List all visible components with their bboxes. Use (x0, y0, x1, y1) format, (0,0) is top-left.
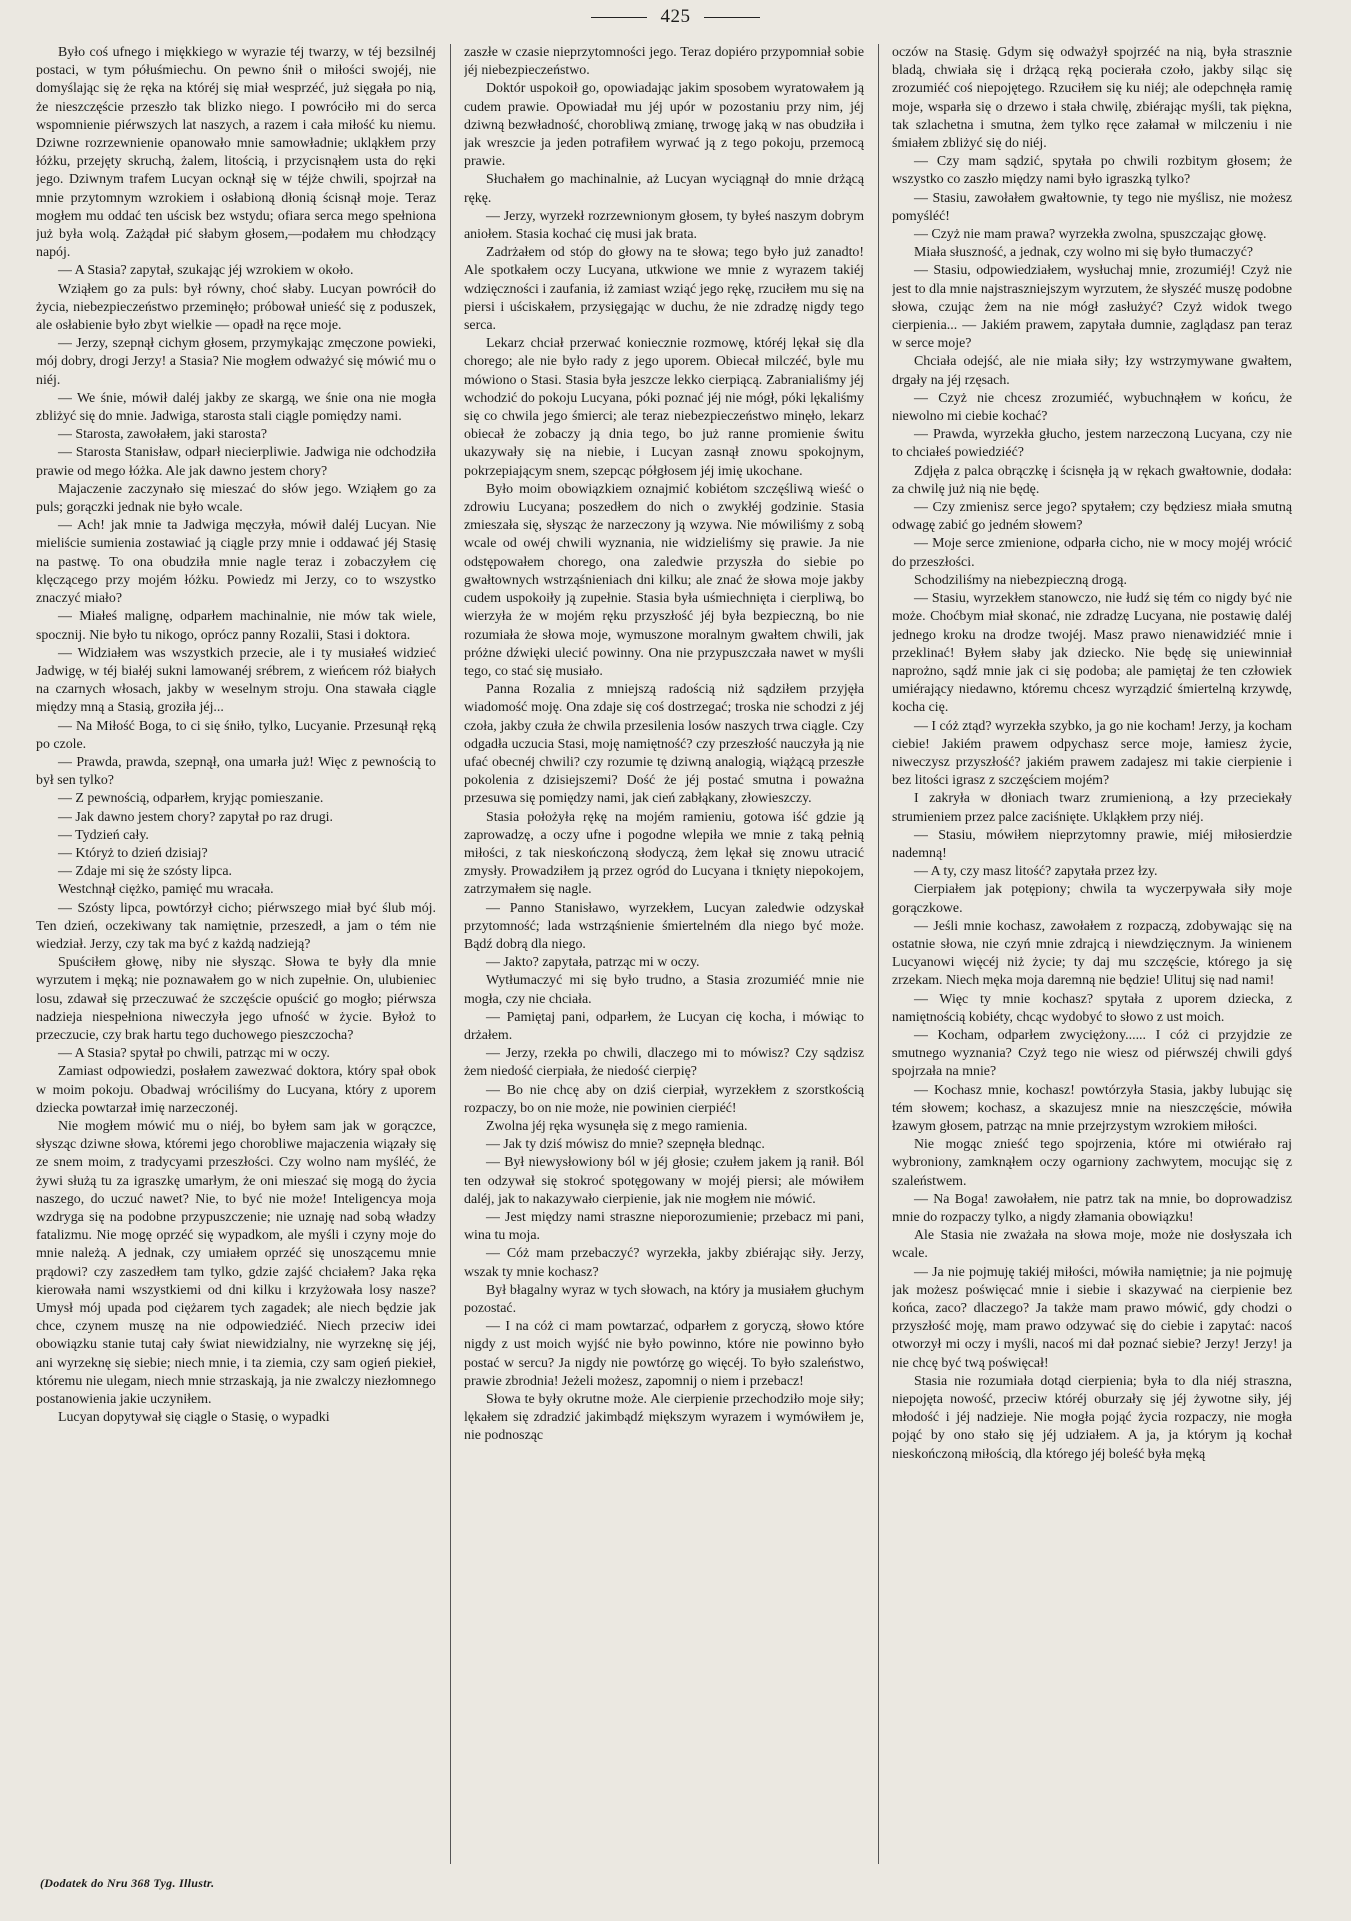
text-columns (36, 44, 1322, 1864)
paragraph: — Szósty lipca, powtórzył cicho; piérwszego miał być ślub mój. Ten dzień, oczekiwany tak namiętnie, przeszedł, a jam o tém nie wiedział. Jerzy, czy tak ma być z każdą nadzieją? (36, 900, 436, 952)
paragraph: Chciała odejść, ale nie miała siły; łzy wstrzymywane gwałtem, drgały na jéj rzęsach. (892, 354, 1292, 388)
paragraph: — Kochasz mnie, kochasz! powtórzyła Stasia, jakby lubując się tém słowem; kochasz, a skazujesz mnie na nieszczęście, mówiła łzawym głosem, patrząc na mnie przejrzystym wzrokiem miłości. (892, 1082, 1292, 1134)
paragraph: Zadrżałem od stóp do głowy na te słowa; tego było już zanadto! Ale spotkałem oczy Lucyana, utkwione we mnie z wyrazem takiéj wdzięczności i zaufania, iż zamiast wziąć jego rękę, rzuciłem mu się na piersi i uściskałem, przysięgając w duchu, że nie zdradzę nigdy tego serca. (464, 245, 864, 334)
paragraph: — Jak ty dziś mówisz do mnie? szepnęła blednąc. (486, 1137, 765, 1153)
paragraph: Ale Stasia nie zważała na słowa moje, może nie dosłyszała ich wcale. (892, 1228, 1292, 1262)
paragraph: Było moim obowiązkiem oznajmić kobiétom szczęśliwą wieść o zdrowiu Lucyana; poszedłem do nich o zwykłéj godzinie. Stasia zmieszała się, słysząc że narzeczony ją wzywa. Nie mówiliśmy z sobą wcale od owéj chwili wyznania, nie widzieliśmy się prawie. Ja nie odstępowałem chorego, ona zaledwie przyszła do siebie po gwałtownych wstrząśnieniach dni kilku; ale znać że słowa moje jakby cudem uspokoiły ją zupełnie. Stasia była uśmiechnięta i cierpliwą, bo wierzyła że w mojém ręku przyszłość jéj była bezpieczną, bo nie rozumiała że słowa moje, wymuszone moralnym gwałtem chwili, jak próżne dźwięki ulecić powinny. Ona nie przypuszczała nawet w myśli tego, co stać się musiało. (464, 481, 864, 679)
paragraph: Schodziliśmy na niebezpieczną drogą. (914, 572, 1127, 588)
paragraph: Nie mogąc znieść tego spojrzenia, które mi otwiérało raj wybroniony, zamknąłem oczy ogarniony zachwytem, mocując się z szaleństwem. (892, 1137, 1292, 1189)
paragraph: Słuchałem go machinalnie, aż Lucyan wyciągnął do mnie drżącą rękę. (464, 172, 864, 206)
footer-note: (Dodatek do Nru 368 Tyg. Illustr. (40, 1876, 215, 1890)
paragraph: — Stasiu, odpowiedziałem, wysłuchaj mnie, zrozumiéj! Czyż nie jest to dla mnie najstraszniejszym wyrzutem, że słyszéć muszę podobne słowa, czując żem na nie mógł zasłużyć? Czyż widok twego cierpienia... — Jakiém prawem, zapytała dumnie, zaglądasz pan teraz w serce moje? (892, 263, 1292, 352)
header-rule-left (591, 17, 647, 18)
paragraph: Miała słuszność, a jednak, czy wolno mi się było tłumaczyć? (914, 245, 1254, 261)
paragraph: Majaczenie zaczynało się mieszać do słów jego. Wziąłem go za puls; gorączki jednak nie było wcale. (36, 481, 436, 516)
paragraph: Słowa te były okrutne może. Ale cierpienie przechodziło moje siły; lękałem się zdradzić jakimbądź miększym wyrazem i wymówiłem je, nie podnosząc (464, 1392, 864, 1444)
paragraph: — Stasiu, zawołałem gwałtownie, ty tego nie myślisz, nie możesz pomyśléć! (892, 190, 1292, 224)
paragraph: — Prawda, wyrzekła głucho, jestem narzeczoną Lucyana, czy nie to chciałeś powiedziéć? (892, 427, 1292, 461)
paragraph: — A Stasia? zapytał, szukając jéj wzrokiem w około. (58, 263, 354, 279)
page-number: 425 (660, 6, 691, 27)
paragraph: — Cóż mam przebaczyć? wyrzekła, jakby zbiérając siły. Jerzy, wszak ty mnie kochasz? (464, 1246, 864, 1280)
paragraph: Lucyan dopytywał się ciągle o Stasię, o wypadki (58, 1410, 330, 1426)
paragraph: Panna Rozalia z mniejszą radością niż sądziłem przyjęła wiadomość moję. Ona zdaje się coś dostrzegać; troska nie schodzi z jéj czoła, jakby czuła że chwila przesilenia losów naszych trwa ciągle. Czy odgadła uczucia Stasi, moję namiętność? czy przeszłość nauczyła ją nie ufać obecnéj chwili? czy rozumie tę dziwną analogią, wiążącą przeszłe pokolenia z dzisiejszemi? Dość że jéj postać smutna i poważna przesuwa się pomiędzy nami, jak cień zabłąkany, złowieszczy. (464, 682, 864, 807)
paragraph: — Na Boga! zawołałem, nie patrz tak na mnie, bo doprowadzisz mnie do rozpaczy tylko, a nigdy złamania obowiązku! (892, 1191, 1292, 1225)
paragraph: — Ja nie pojmuję takiéj miłości, mówiła namiętnie; ja nie pojmuję jak możesz poświęcać mnie i siebie i skazywać na cierpienie bez końca, zaco? dlaczego? Ja także mam prawo mówić, gdy chodzi o przyszłość moję, mam prawo odzywać się do ciebie i zapytać: nacoś otworzył mi oczy i myśli, nacoś mi dał poznać siebie? Jerzy! Jerzy! ja nie chcę być twą poświęcał! (892, 1264, 1292, 1371)
paragraph: Było coś ufnego i miękkiego w wyrazie téj twarzy, w téj bezsilnéj postaci, w tym półuśmiechu. On pewno śnił o miłości swojéj, nie domyślając się że ręka na któréj się miał wesprzéć, już sięgała po nią, że nieszczęście przeszło tak blizko niego. I powróciło mi do serca wspomnienie piérwszych lat naszych, a razem i cała miłość ku niemu. Dziwne rozrzewnienie opanowało mnie samowładnie; ukląkłem przy łóżku, przejęty skruchą, żalem, litością, i przycisnąłem usta do ręki jego. Dziwnym trafem Lucyan ocknął się w téjże chwili, spojrzał na mnie przytomnym wzrokiem i osłabioną dłonią ścisnął moje. Teraz mogłem mu oddać ten uścisk bez wstydu; ofiara serca mego spełniona już była wolą. Zażądał pić słabym głosem,—podałem mu chłodzący napój. (36, 45, 436, 261)
paragraph: — Stasiu, mówiłem nieprzytomny prawie, miéj miłosierdzie nademną! (892, 827, 1292, 861)
paragraph: — Stasiu, wyrzekłem stanowczo, nie łudź się tém co nigdy być nie może. Choćbym miał skonać, nie zdradzę Lucyana, nie postawię daléj jednego kroku na drodze twojéj. Masz prawo nienawidziéć mnie i przeklinać! Byłem słaby jak dziecko. Nie będę się uniewinniał naprożno, sądź mnie jak ci się podoba; ale pamiętaj że ten człowiek umiérający niedawno, któremu chcesz wyrządzić śmiertelną krzywdę, kocha cię. (892, 591, 1292, 716)
paragraph: Wziąłem go za puls: był równy, choć słaby. Lucyan powrócił do życia, niebezpieczeństwo przeminęło; próbował unieść się z poduszek, ale osłabienie było zbyt wielkie — opadł na ręce moje. (36, 281, 436, 334)
paragraph: Był błagalny wyraz w tych słowach, na który ja musiałem głuchym pozostać. (464, 1282, 864, 1317)
paragraph: — Więc ty mnie kochasz? spytała z uporem dziecka, z namiętnością kobiéty, chcąc wydobyć to słowo z ust moich. (892, 991, 1292, 1025)
paragraph: — Panno Stanisławo, wyrzekłem, Lucyan zaledwie odzyskał przytomność; lada wstrząśnienie śmiertelném dla niego być może. Bądź dobrą dla niego. (464, 900, 864, 952)
paragraph: — Zdaje mi się że szósty lipca. (58, 864, 232, 880)
paragraph: — Na Miłość Boga, to ci się śniło, tylko, Lucyanie. Przesunął ręką po czole. (36, 718, 436, 752)
paragraph: Nie mogłem mówić mu o niéj, bo byłem sam jak w gorączce, słysząc dziwne słowa, któremi jego chorobliwe majaczenia wiązały się ze snem moim, z tradycyami przeszłości. Czy wolno nam myśléć, że żywi służą tu za igraszkę umarłym, że oni mieszać się mogą do życia naszego, do uczuć nawet? Nie, to być nie może! Inteligencya moja wzdryga się na podobne przypuszczenie; nie uznaję nad sobą władzy fatalizmu. Nie mogę oprzéć się wypadkom, ale myśli i czyny moje do mnie należą. A jednak, czy umiałem oprzéć się unoszącemu mnie prądowi? czy zaszedłem tam tylko, gdzie zajść chciałem? Jaka ręka kierowała nami wszystkiemi od dni kilku i krzyżowała losy nasze? Umysł mój upada pod ciężarem tych zagadek; ale niech będzie jak chce, czynem muszę na nie odpowiedziéć. Niech przeciw idei obowiązku stanie tutaj cały świat niewidzialny, nie wyrzeknę się jéj, ani wyrzeknę się siebie; niech mnie, i ta ziemia, czy sam ogień piekieł, któremu nie ulegam, niech mnie strzaskają, ja nie zwalczy niezłomnego postanowienia jakie uczyniłem. (36, 1118, 436, 1408)
paragraph: — Czyż nie mam prawa? wyrzekła zwolna, spuszczając głowę. (914, 227, 1267, 243)
paragraph: I zakryła w dłoniach twarz zrumienioną, a łzy przeciekały strumieniem przez palce zaciśnięte. Ukląkłem przy niéj. (892, 791, 1292, 825)
paragraph: — I cóż ztąd? wyrzekła szybko, ja go nie kocham! Jerzy, ja kocham ciebie! Jakiém prawem odpychasz serce moje, łamiesz życie, niweczysz przyszłość? jakiém prawem zadajesz mi takie cierpienie i bez litości igrasz z szczęściem mojém? (892, 718, 1292, 789)
paragraph: Zamiast odpowiedzi, posłałem zawezwać doktora, który spał obok w moim pokoju. Obadwaj wróciliśmy do Lucyana, który z uporem dziecka powtarzał imię narzeczonéj. (36, 1064, 436, 1116)
paragraph: — Jest między nami straszne nieporozumienie; przebacz mi pani, wina tu moja. (464, 1210, 864, 1244)
paragraph: Westchnął ciężko, pamięć mu wracała. (58, 882, 274, 898)
column-3 (892, 44, 1292, 1864)
paragraph: Stasia położyła rękę na mojém ramieniu, gotowa iść gdzie ją zaprowadzę, a oczy ufne i pogodne wlepiła we mnie z taką pełnią miłości, z tak nieskończoną słodyczą, żem lękał się znowu utracić zmysły. Prowadziłem ją przez ogród do Lucyana i tknięty niepokojem, zatrzymałem się nagle. (464, 809, 864, 898)
paragraph: Doktór uspokoił go, opowiadając jakim sposobem wyratowałem ją cudem prawie. Opowiadał mu jéj upór w pozostaniu przy nim, jéj dziwną bezwładność, chorobliwą zmianę, trwogę jaką w nas obudziła i jak wreszcie ja jeden potrafiłem wyrwać ją z tego pokoju, przemocą prawie. (464, 81, 864, 170)
paragraph: — Jerzy, szepnął cichym głosem, przymykając zmęczone powieki, mój dobry, drogi Jerzy! a Stasia? Nie mogłem odważyć się mówić mu o niéj. (36, 336, 436, 388)
column-1 (36, 44, 436, 1864)
paragraph: — Czy mam sądzić, spytała po chwili rozbitym głosem; że wszystko co zaszło między nami było igraszką tylko? (892, 154, 1292, 188)
paragraph: — A Stasia? spytał po chwili, patrząc mi w oczy. (58, 1046, 330, 1062)
paragraph: — Jerzy, wyrzekł rozrzewnionym głosem, ty byłeś naszym dobrym aniołem. Stasia kochać cię musi jak brata. (464, 208, 864, 243)
paragraph: Zwolna jéj ręka wysunęła się z mego ramienia. (486, 1118, 748, 1134)
paragraph: — A ty, czy masz litość? zapytała przez łzy. (914, 864, 1158, 880)
paragraph: — Tydzień cały. (58, 827, 149, 843)
paragraph: — Z pewnością, odparłem, kryjąc pomieszanie. (58, 791, 324, 807)
paragraph: — Pamiętaj pani, odparłem, że Lucyan cię kocha, i mówiąc to drżałem. (464, 1009, 864, 1043)
paragraph: — We śnie, mówił daléj jakby ze skargą, we śnie ona nie mogła zbliżyć się do mnie. Jadwiga, starosta stali ciągle pomiędzy nami. (36, 390, 436, 425)
paragraph: — Ach! jak mnie ta Jadwiga męczyła, mówił daléj Lucyan. Nie mieliście sumienia zostawiać ją ciągle przy mnie i oddawać jéj Stasię na pastwę. To ona obudziła mnie nagle teraz i zobaczyłem cię klęczącego przy mojém łóżku. Powiedz mi Jerzy, co to wszystko znaczyć miało? (36, 518, 436, 607)
paragraph: — Bo nie chcę aby on dziś cierpiał, wyrzekłem z szorstkością rozpaczy, bo on nie może, nie powinien cierpiéć! (464, 1082, 864, 1116)
paragraph: — Jerzy, rzekła po chwili, dlaczego mi to mówisz? Czy sądzisz żem niedość cierpiała, że niedość cierpię? (464, 1046, 864, 1080)
paragraph: Wytłumaczyć mi się było trudno, a Stasia zrozumiéć mnie nie mogła, czy nie chciała. (464, 973, 864, 1007)
paragraph: Spuściłem głowę, niby nie słysząc. Słowa te były dla mnie wyrzutem i męką; nie poznawałem go w nich zupełnie. On, ulubieniec losu, zdawał się przeczuwać że szczęście opuścić go mogło; piérwsza nadzieja niespełniona niweczyła jego ufność w życie. Byłoż to przeczucie, czy brak hartu tego duchowego pieszczocha? (36, 955, 436, 1043)
paragraph: oczów na Stasię. Gdym się odważył spojrzéć na nią, była strasznie bladą, chwiała się i drżącą ręką pocierała czoło, jakby siląc się zrozumiéć coś niepojętego. Rzuciłem się ku niéj; ale odepchnęła ramię moje, wsparła się o drzewo i stała chwilę, zbiérając myśli, tak piękna, tak szlachetna i smutna, żem tylko ręce załamał w milczeniu i nie śmiałem zbliżyć się do niéj. (892, 45, 1292, 152)
paragraph: — Starosta, zawołałem, jaki starosta? (58, 427, 268, 443)
paragraph: Stasia nie rozumiała dotąd cierpienia; była to dla niéj straszna, niepojęta nowość, przeciw któréj oburzały się jéj żywotne siły, jéj młodość i jéj nadzieje. Nie mogła pojąć życia rozpaczy, nie mogła pojąć by ono stało się jéj udziałem. A ja, ja którym ją kochał nieskończoną miłością, dla którego jéj boleść była męką (892, 1373, 1292, 1462)
paragraph: Cierpiałem jak potępiony; chwila ta wyczerpywała siły moje gorączkowe. (892, 882, 1292, 916)
paragraph: — Był niewysłowiony ból w jéj głosie; czułem jakem ją ranił. Ból ten odzywał się stokroć spotęgowany w mojéj piersi; ale mówiłem daléj, jak to nakazywało cierpienie, jak nie mogłem nie mówić. (464, 1155, 864, 1207)
paragraph: — Jak dawno jestem chory? zapytał po raz drugi. (58, 809, 334, 825)
paragraph: — Jakto? zapytała, patrząc mi w oczy. (486, 955, 700, 971)
page-header (0, 6, 1351, 34)
header-rule-right (704, 17, 760, 18)
paragraph: — Widziałem was wszystkich przecie, ale i ty musiałeś widzieć Jadwigę, w téj białéj sukni lamowanéj srébrem, z wieńcem róż białych na czarnych włosach, jakby w weselnym stroju. Ona stawała ciągle między mną a Stasią, groziła jéj... (36, 645, 436, 716)
paragraph: zaszłe w czasie nieprzytomności jego. Teraz dopiéro przypomniał sobie jéj niebezpieczeństwo. (464, 45, 864, 79)
paragraph: — Kocham, odparłem zwyciężony...... I cóż ci przyjdzie ze smutnego wyznania? Czyż tego nie wiesz od piérwszéj chwili gdyś spojrzała na mnie? (892, 1027, 1292, 1080)
paragraph: — Jeśli mnie kochasz, zawołałem z rozpaczą, zdobywając się na ostatnie słowa, nie czyń mnie zdrajcą i niewdzięcznym. Ja winienem Lucyanowi więcéj niż życie; ty daj mu szczęście, którego ja się zrzekam. Niech męka moja daremną nie będzie! Ulituj się nad nami! (892, 918, 1292, 989)
paragraph: — Prawda, prawda, szepnął, ona umarła już! Więc z pewnością to był sen tylko? (36, 754, 436, 789)
paragraph: — Czyż nie chcesz zrozumiéć, wybuchnąłem w końcu, że niewolno mi ciebie kochać? (892, 390, 1292, 425)
paragraph: — Czy zmienisz serce jego? spytałem; czy będziesz miała smutną odwagę zabić go jedném słowem? (892, 500, 1292, 534)
paragraph: — Starosta Stanisław, odparł niecierpliwie. Jadwiga nie odchodziła prawie od mego łóżka. Ale jak dawno jestem chory? (36, 445, 436, 479)
paragraph: Zdjęła z palca obrączkę i ścisnęła ją w rękach gwałtownie, dodała: za chwilę już nią nie będę. (892, 463, 1292, 497)
paragraph: — Któryż to dzień dzisiaj? (58, 845, 208, 861)
paragraph: — I na cóż ci mam powtarzać, odparłem z goryczą, słowo które nigdy z ust moich wyjść nie było powinno, które nie powinno było postać w sercu? Ja nigdy nie powtórzę go więcéj. To było szaleństwo, prawie zbrodnia! Jeżeli możesz, zapomnij o niem i przebacz! (464, 1319, 864, 1389)
paragraph: Lekarz chciał przerwać koniecznie rozmowę, któréj lękał się dla chorego; ale nie było rady z jego uporem. Obiecał milczéć, byle mu mówiono o Stasi. Stasia była jeszcze lekko cierpiącą. Zabranialiśmy jéj wchodzić do pokoju Lucyana, póki poznać jéj nie mógł, póki lękaliśmy się co chwila jego śmierci; ale teraz niebezpieczeństwo minęło, lekarz obiecał że zobaczy ją dnia tego, bo już ranne promienie świtu ukazywały się na niebie, i Lucyan zasnął znowu spokojnym, pokrzepiającym snem, szepcąc półgłosem jéj imię ukochane. (464, 336, 864, 479)
column-2 (464, 44, 864, 1864)
paragraph: — Moje serce zmienione, odparła cicho, nie w mocy mojéj wrócić do przeszłości. (892, 536, 1292, 570)
paragraph: — Miałeś malignę, odparłem machinalnie, nie mów tak wiele, spocznij. Nie było tu nikogo, oprócz panny Rozalii, Stasi i doktora. (36, 609, 436, 643)
